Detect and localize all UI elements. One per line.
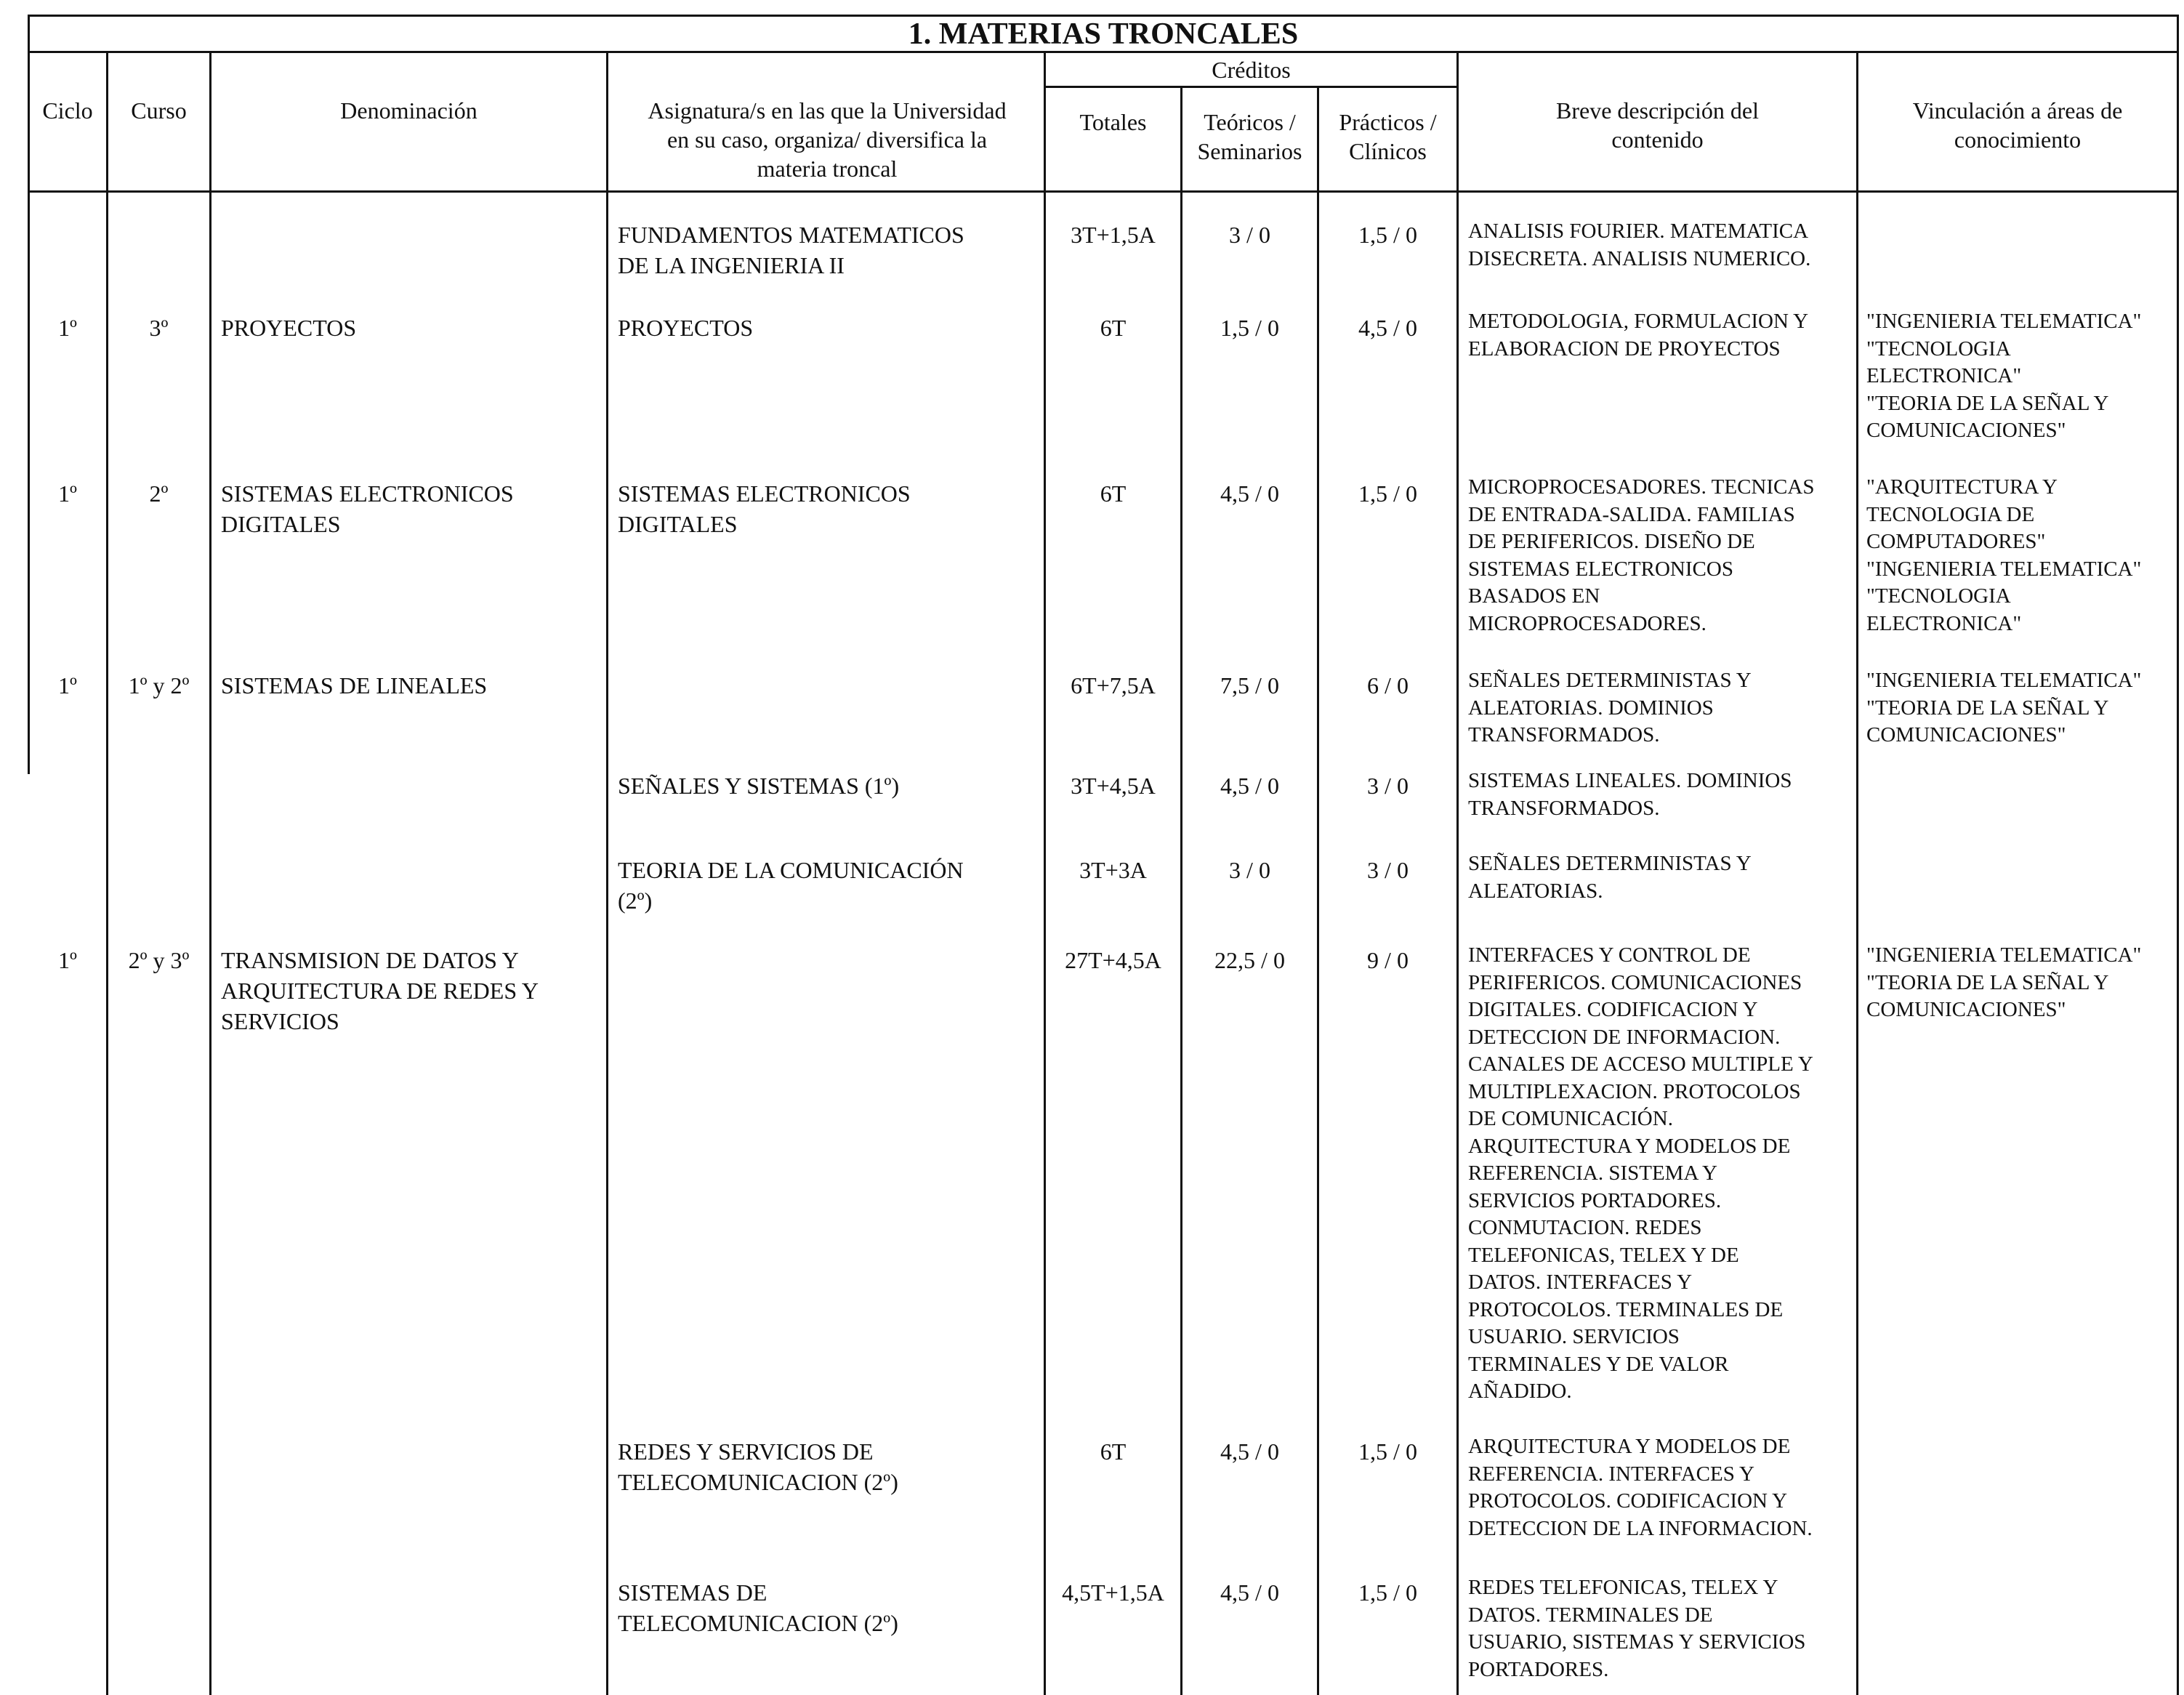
header-denominacion: Denominación [340, 97, 478, 124]
row-vinculacion: "ARQUITECTURA Y TECNOLOGIA DE COMPUTADORES" "INGENIERIA TELEMATICA" "TECNOLOGIA ELECTRONICA" [1866, 475, 2142, 635]
row-teoricos: 4,5 / 0 [1220, 1438, 1279, 1465]
row-asignatura: SISTEMAS DE TELECOMUNICACION (2º) [618, 1579, 898, 1636]
row-teoricos: 4,5 / 0 [1220, 773, 1279, 799]
row-practicos: 1,5 / 0 [1358, 1438, 1417, 1465]
header-practicos: Prácticos / Clínicos [1339, 109, 1437, 164]
row-totales: 3T+4,5A [1071, 773, 1156, 799]
row-descripcion: METODOLOGIA, FORMULACION Y ELABORACION DE PROYECTOS [1468, 310, 1809, 361]
row-teoricos: 4,5 / 0 [1220, 1579, 1279, 1606]
row-descripcion: REDES TELEFONICAS, TELEX Y DATOS. TERMINALES DE USUARIO, SISTEMAS Y SERVICIOS PORTADORES. [1468, 1576, 1806, 1681]
row-totales: 6T [1100, 1438, 1127, 1465]
header-creditos: Créditos [1212, 57, 1291, 83]
row-teoricos: 3 / 0 [1229, 222, 1270, 248]
row-teoricos: 7,5 / 0 [1220, 672, 1279, 698]
col-line-1 [106, 51, 108, 1695]
row-denominacion: TRANSMISION DE DATOS Y ARQUITECTURA DE REDES Y SERVICIOS [221, 947, 539, 1034]
row-descripcion: MICROPROCESADORES. TECNICAS DE ENTRADA-SALIDA. FAMILIAS DE PERIFERICOS. DISEÑO DE SISTEMAS ELECTRONICOS BASADOS EN MICROPROCESADORES. [1468, 475, 1815, 635]
row-curso: 1º y 2º [128, 672, 190, 698]
row-denominacion: SISTEMAS ELECTRONICOS DIGITALES [221, 480, 514, 537]
row-vinculacion: "INGENIERIA TELEMATICA" "TECNOLOGIA ELECTRONICA" "TEORIA DE LA SEÑAL Y COMUNICACIONES" [1866, 310, 2142, 442]
row-ciclo: 1º [58, 315, 77, 341]
header-totales: Totales [1079, 109, 1147, 135]
row-ciclo: 1º [58, 947, 77, 973]
row-ciclo: 1º [58, 672, 77, 698]
row-ciclo: 1º [58, 480, 77, 507]
row-denominacion: SISTEMAS DE LINEALES [221, 672, 488, 698]
row-practicos: 6 / 0 [1367, 672, 1409, 698]
row-asignatura: TEORIA DE LA COMUNICACIÓN (2º) [618, 857, 964, 914]
row-practicos: 1,5 / 0 [1358, 222, 1417, 248]
table-title: 1. MATERIAS TRONCALES [28, 15, 2179, 51]
row-practicos: 3 / 0 [1367, 773, 1409, 799]
row-practicos: 1,5 / 0 [1358, 1579, 1417, 1606]
row-asignatura: PROYECTOS [618, 315, 754, 341]
row-totales: 6T [1100, 480, 1127, 507]
row-vinculacion: "INGENIERIA TELEMATICA" "TEORIA DE LA SEÑAL Y COMUNICACIONES" [1866, 943, 2142, 1021]
right-border [2177, 15, 2179, 1695]
header-asignatura: Asignatura/s en las que la Universidad en su caso, organiza/ diversifica la materia troncal [648, 97, 1007, 182]
left-border [28, 15, 30, 774]
row-curso: 3º [149, 315, 169, 341]
row-descripcion: INTERFACES Y CONTROL DE PERIFERICOS. COMUNICACIONES DIGITALES. CODIFICACION Y DETECCION DE INFORMACION. CANALES DE ACCESO MULTIPLE Y MULTIPLEXACION. PROTOCOLOS DE COMUNICACIÓN. ARQUITECTURA Y MODELOS DE REFERENCIA. SISTEMA Y SERVICIOS PORTADORES. CONMUTACION. REDES TELEFONICAS, TELEX Y DE DATOS. INTERFACES Y PROTOCOLOS. TERMINALES DE USUARIO. SERVICIOS TERMINALES Y DE VALOR AÑADIDO. [1468, 943, 1813, 1403]
row-teoricos: 1,5 / 0 [1220, 315, 1279, 341]
row-teoricos: 22,5 / 0 [1214, 947, 1285, 973]
row-descripcion: SEÑALES DETERMINISTAS Y ALEATORIAS. DOMINIOS TRANSFORMADOS. [1468, 669, 1752, 746]
row-denominacion: PROYECTOS [221, 315, 357, 341]
row-asignatura: FUNDAMENTOS MATEMATICOS DE LA INGENIERIA II [618, 222, 964, 278]
row-curso: 2º y 3º [128, 947, 190, 973]
row-totales: 3T+1,5A [1071, 222, 1156, 248]
row-teoricos: 4,5 / 0 [1220, 480, 1279, 507]
row-totales: 4,5T+1,5A [1062, 1579, 1164, 1606]
row-totales: 27T+4,5A [1065, 947, 1161, 973]
row-practicos: 3 / 0 [1367, 857, 1409, 883]
row-descripcion: ARQUITECTURA Y MODELOS DE REFERENCIA. INTERFACES Y PROTOCOLOS. CODIFICACION Y DETECCION DE LA INFORMACION. [1468, 1435, 1813, 1540]
row-curso: 2º [149, 480, 169, 507]
row-totales: 3T+3A [1079, 857, 1147, 883]
col-line-8 [1856, 51, 1858, 1695]
col-line-7 [1456, 51, 1459, 1695]
row-descripcion: ANALISIS FOURIER. MATEMATICA DISECRETA. ANALISIS NUMERICO. [1468, 220, 1811, 270]
header-curso: Curso [131, 97, 187, 124]
header-vinculacion: Vinculación a áreas de conocimiento [1912, 97, 2123, 153]
row-totales: 6T [1100, 315, 1127, 341]
row-vinculacion: "INGENIERIA TELEMATICA" "TEORIA DE LA SEÑAL Y COMUNICACIONES" [1866, 669, 2142, 746]
row-asignatura: REDES Y SERVICIOS DE TELECOMUNICACION (2º) [618, 1438, 898, 1495]
row-practicos: 4,5 / 0 [1358, 315, 1417, 341]
row-asignatura: SEÑALES Y SISTEMAS (1º) [618, 773, 900, 799]
row-descripcion: SISTEMAS LINEALES. DOMINIOS TRANSFORMADOS. [1468, 769, 1792, 820]
row-descripcion: SEÑALES DETERMINISTAS Y ALEATORIAS. [1468, 852, 1752, 903]
row-practicos: 9 / 0 [1367, 947, 1409, 973]
row-teoricos: 3 / 0 [1229, 857, 1270, 883]
row-totales: 6T+7,5A [1071, 672, 1156, 698]
row-practicos: 1,5 / 0 [1358, 480, 1417, 507]
col-line-2 [209, 51, 211, 1695]
header-ciclo: Ciclo [42, 97, 93, 124]
header-descripcion: Breve descripción del contenido [1556, 97, 1759, 153]
row-asignatura: SISTEMAS ELECTRONICOS DIGITALES [618, 480, 911, 537]
creditos-divider [1044, 86, 1456, 88]
header-teoricos: Teóricos / Seminarios [1197, 109, 1302, 164]
col-line-3 [606, 51, 608, 1695]
